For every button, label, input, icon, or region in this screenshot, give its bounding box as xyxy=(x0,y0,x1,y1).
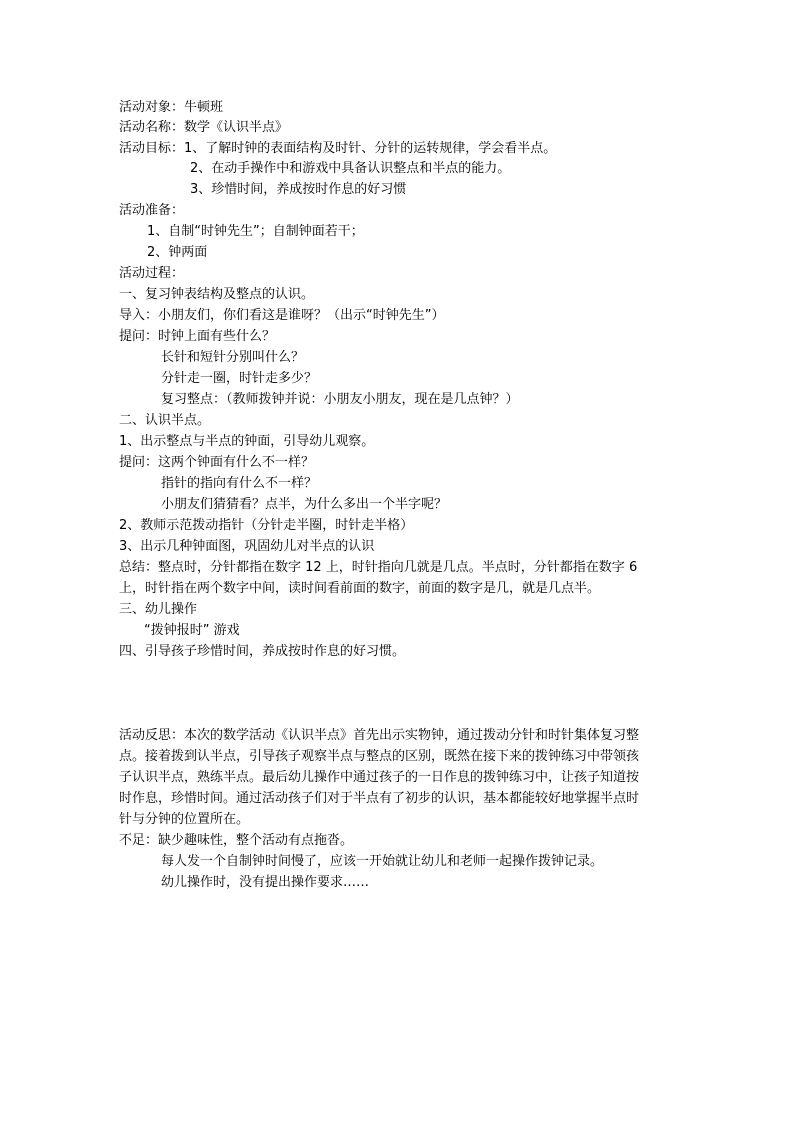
summary-line-1: 总结：整点时，分针都指在数字 12 上，时针指向几就是几点。半点时，分针都指在数字 6 xyxy=(119,560,638,575)
activity-goal-2: 2、在动手操作中和游戏中具备认识整点和半点的能力。 xyxy=(190,161,511,176)
activity-goal-3: 3、珍惜时间，养成按时作息的好习惯 xyxy=(190,182,407,197)
section-4-heading: 四、引导孩子珍惜时间，养成按时作息的好习惯。 xyxy=(119,644,406,659)
shortcoming-line-2: 每人发一个自制钟时间慢了，应该一开始就让幼儿和老师一起操作拨钟记录。 xyxy=(161,854,604,869)
section-3-heading: 三、幼儿操作 xyxy=(119,602,198,617)
preparation-item-2: 2、钟两面 xyxy=(147,245,208,260)
step-1-line: 1、出示整点与半点的钟面，引导幼儿观察。 xyxy=(119,434,375,449)
question-line-6: 小朋友们猜猜看？点半，为什么多出一个半字呢？ xyxy=(161,497,448,512)
activity-goal-1: 活动目标：1、了解时钟的表面结构及时针、分针的运转规律，学会看半点。 xyxy=(119,141,557,156)
reflection-line-3: 子认识半点，熟练半点。最后幼儿操作中通过孩子的一日作息的拨钟练习中，让孩子知道按 xyxy=(119,770,640,785)
game-line: “拨钟报时” 游戏 xyxy=(144,623,240,638)
reflection-line-4: 时作息，珍惜时间。通过活动孩子们对于半点有了初步的认识，基本都能较好地掌握半点时 xyxy=(119,791,640,806)
section-1-heading: 一、复习钟表结构及整点的认识。 xyxy=(119,287,315,302)
process-title: 活动过程： xyxy=(119,266,185,281)
shortcoming-line-3: 幼儿操作时，没有提出操作要求…… xyxy=(161,875,370,890)
preparation-item-1: 1、自制“时钟先生”；自制钟面若干； xyxy=(147,224,364,239)
question-line-4: 提问：这两个钟面有什么不一样？ xyxy=(119,455,315,470)
reflection-line-5: 针与分钟的位置所在。 xyxy=(119,812,250,827)
step-3-line: 3、出示几种钟面图，巩固幼儿对半点的认识 xyxy=(119,539,375,554)
question-line-2: 长针和短针分别叫什么？ xyxy=(161,350,305,365)
section-2-heading: 二、认识半点。 xyxy=(119,413,211,428)
question-line-3: 分针走一圈，时针走多少？ xyxy=(161,371,318,386)
shortcoming-line-1: 不足：缺少趣味性，整个活动有点拖沓。 xyxy=(119,833,354,848)
question-line-5: 指针的指向有什么不一样？ xyxy=(161,476,318,491)
step-2-line: 2、教师示范拨动指针（分针走半圈，时针走半格） xyxy=(119,518,414,533)
summary-line-2: 上，时针指在两个数字中间，读时间看前面的数字，前面的数字是几，就是几点半。 xyxy=(119,581,601,596)
activity-object: 活动对象：牛顿班 xyxy=(119,100,224,115)
question-line-1: 提问：时钟上面有些什么？ xyxy=(119,329,276,344)
activity-name: 活动名称：数学《认识半点》 xyxy=(119,120,289,135)
review-line: 复习整点：（教师拨钟并说：小朋友小朋友，现在是几点钟？） xyxy=(161,392,519,407)
intro-line: 导入：小朋友们，你们看这是谁呀？（出示“时钟先生”） xyxy=(119,308,445,323)
reflection-line-2: 点。接着拨到认半点，引导孩子观察半点与整点的区别，既然在接下来的拨钟练习中带领孩 xyxy=(119,749,640,764)
preparation-title: 活动准备： xyxy=(119,203,185,218)
reflection-line-1: 活动反思：本次的数学活动《认识半点》首先出示实物钟，通过拨动分针和时针集体复习整 xyxy=(119,728,640,743)
